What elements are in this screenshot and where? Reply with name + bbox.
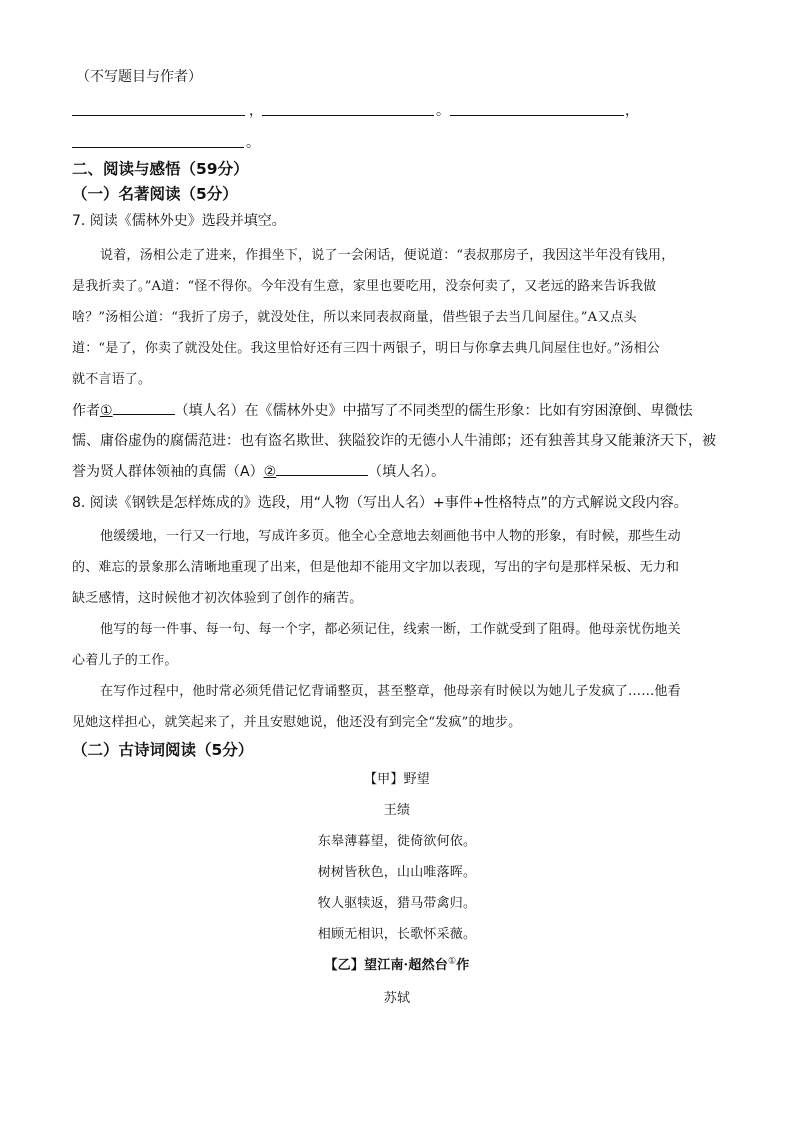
fill-text: 作者 (72, 403, 100, 419)
poem-2-title-suffix: 作 (456, 958, 470, 973)
poem-1-title: 【甲】野望 (363, 772, 430, 787)
poem-line: 牧人驱犊返，猎马带禽归。 (317, 896, 477, 911)
passage-line: 他写的每一件事、每一句、每一个字，都必须记住，线索一断，工作就受到了阻碍。他母亲忧伤地关 (100, 622, 681, 637)
question-7-prompt: 7. 阅读《儒林外史》选段并填空。 (72, 213, 286, 229)
question-8-prompt: 8. 阅读《钢铁是怎样炼成的》选段，用“人物（写出人名）+事件+性格特点”的方式解说文段内容。 (72, 495, 688, 511)
passage-line: 说着，汤相公走了进来，作揖坐下，说了一会闲话，便说道：“表叔那房子，我因这半年没有钱用， (100, 248, 675, 263)
passage-line: 缺乏感情，这时候他才初次体验到了创作的痛苦。 (72, 591, 363, 606)
poem-1-author: 王绩 (383, 803, 411, 818)
question-7-fill-line-3 (72, 461, 445, 481)
fill-blank-2[interactable] (276, 463, 368, 476)
instruction-note: （不写题目与作者） (76, 69, 202, 85)
answer-blank-2[interactable] (262, 115, 434, 116)
fill-text: 誉为贤人群体领袖的真儒（A） (72, 464, 264, 480)
passage-line: 是我折卖了。”A道：“怪不得你。今年没有生意，家里也要吃用，没奈何卖了，又老远的路来告诉我做 (72, 279, 657, 294)
part-title-classics: （一）名著阅读（5分） (72, 185, 238, 203)
fill-text: （填人名）。 (368, 464, 446, 480)
section-title: 二、阅读与感悟（59分） (72, 160, 249, 178)
passage-line: 就不言语了。 (72, 372, 152, 387)
passage-line: 在写作过程中，他时常必须凭借记忆背诵整页，甚至整章，他母亲有时候以为她儿子发疯了……他看 (100, 684, 681, 699)
passage-line: 的、难忘的景象那么清晰地重现了出来，但是他却不能用文字加以表现，写出的字句是那样呆板、无力和 (72, 560, 680, 575)
poem-line: 东皋薄暮望，徙倚欲何依。 (317, 834, 477, 849)
passage-line: 心着儿子的工作。 (72, 653, 178, 668)
question-7-fill-line-2: 懦、庸俗虚伪的腐儒范进：也有盗名欺世、狭隘狡诈的无德小人牛浦郎；还有独善其身又能兼济天下，被 (72, 433, 716, 449)
blank-marker-2: ② (263, 464, 277, 480)
passage-line: 他缓缓地，一行又一行地，写成许多页。他全心全意地去刻画他书中人物的形象，有时候，那些生动 (100, 529, 681, 544)
punctuation: 。 (246, 135, 260, 151)
poem-2-title (0, 954, 794, 973)
punctuation: 。 (436, 103, 450, 119)
poem-2-author: 苏轼 (383, 991, 411, 1006)
question-7-fill-line-1 (72, 400, 693, 420)
passage-line: 啥？”汤相公道：“我折了房子，就没处住，所以来同表叔商量，借些银子去当几间屋住。”A又点头 (72, 310, 637, 325)
passage-line: 见她这样担心，就笑起来了，并且安慰她说，他还没有到完全“发疯”的地步。 (72, 715, 522, 730)
footnote-marker: ① (448, 956, 457, 967)
punctuation: ， (625, 103, 639, 119)
part-title-poetry: （二）古诗词阅读（5分） (72, 741, 254, 759)
blank-marker-1: ① (100, 403, 113, 419)
fill-blank-1[interactable] (113, 402, 175, 415)
answer-blank-3[interactable] (450, 115, 624, 116)
answer-blank-1[interactable] (72, 115, 245, 116)
fill-text: （填人名）在《儒林外史》中描写了不同类型的儒生形象：比如有穷困潦倒、卑微怯 (174, 403, 693, 419)
passage-line: 道：“是了，你卖了就没处住。我这里恰好还有三四十两银子，明日与你拿去典几间屋住也好。”汤相公 (72, 341, 660, 356)
poem-2-title-text: 【乙】望江南·超然台 (324, 958, 449, 973)
punctuation: ， (249, 103, 263, 119)
answer-blank-4[interactable] (72, 147, 244, 148)
poem-line: 相顾无相识，长歌怀采薇。 (317, 927, 477, 942)
poem-line: 树树皆秋色，山山唯落晖。 (317, 865, 477, 880)
